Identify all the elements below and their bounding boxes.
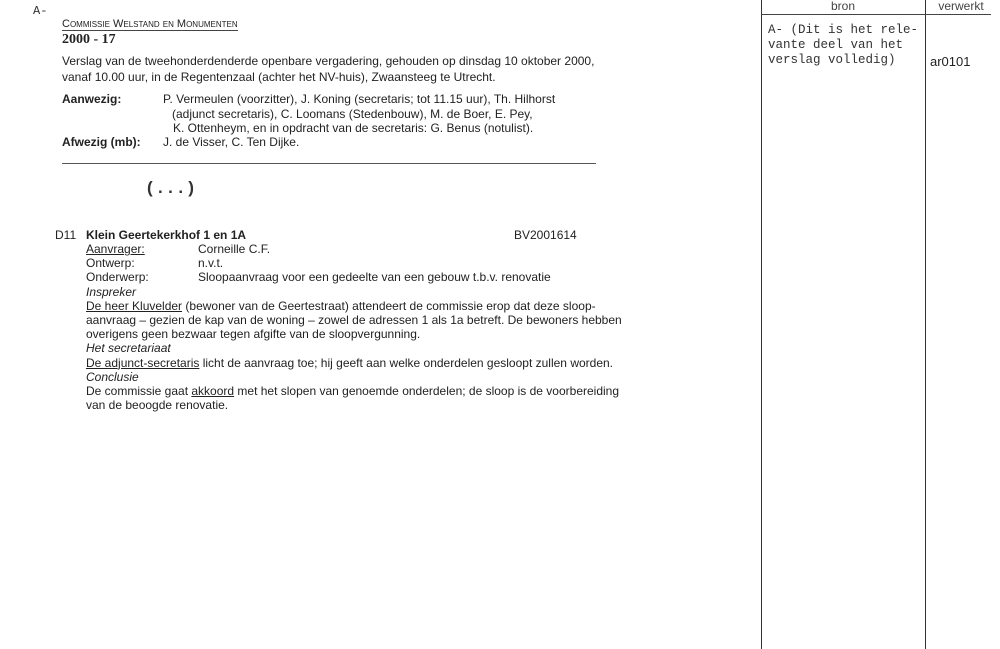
org-name: Commissie Welstand en Monumenten xyxy=(62,18,238,30)
text: overigens geen bezwaar tegen afgifte van de sloopvergunning. xyxy=(86,327,421,342)
design: n.v.t. xyxy=(198,256,224,271)
text: licht de aanvraag toe; hij geeft aan welke onderdelen gesloopt zullen worden. xyxy=(199,355,614,370)
source-note xyxy=(768,23,918,68)
text: van de beoogde renovatie. xyxy=(86,398,229,413)
applicant: Corneille C.F. xyxy=(198,242,271,256)
item-ref: BV2001614 xyxy=(514,228,577,242)
subject: Sloopaanvraag voor een gedeelte van een gebouw t.b.v. renovatie xyxy=(198,270,551,285)
present-label: Aanwezig: xyxy=(62,92,122,106)
section-heading: Het secretariaat xyxy=(86,341,171,356)
intro-line: Verslag van de tweehonderdenderde openbare vergadering, gehouden op dinsdag 10 oktober 2000, xyxy=(62,54,595,68)
speaker: De heer Kluvelder xyxy=(86,298,183,313)
section-heading: Inspreker xyxy=(86,284,137,299)
absent-label: Afwezig (mb): xyxy=(62,135,141,149)
section-heading: Conclusie xyxy=(86,369,139,384)
col-verwerkt: verwerkt xyxy=(938,0,984,13)
margin-mark: A- xyxy=(33,4,48,18)
item-code: D11 xyxy=(55,228,77,242)
source-line: A- (Dit is het rele- xyxy=(768,23,919,37)
item-title: Klein Geertekerkhof 1 en 1A xyxy=(86,228,247,242)
text: De commissie gaat xyxy=(86,384,192,399)
intro-line: vanaf 10.00 uur, in de Regentenzaal (achter het NV-huis), Zwaansteeg te Utrecht. xyxy=(62,70,496,84)
processed-code: ar0101 xyxy=(930,54,971,69)
ellipsis: (...) xyxy=(145,180,197,199)
divider xyxy=(62,163,596,164)
speaker: De adjunct-secretaris xyxy=(86,355,200,370)
present-line: P. Vermeulen (voorzitter), J. Koning (secretaris; tot 11.15 uur), Th. Hilhorst xyxy=(163,92,556,106)
decision: akkoord xyxy=(191,384,235,399)
text: (bewoner van de Geertestraat) attendeert de commissie erop dat deze sloop- xyxy=(182,298,596,313)
report-number: 2000 - 17 xyxy=(62,32,116,47)
present-line: (adjunct secretaris), C. Loomans (Stedenbouw), M. de Boer, E. Pey, xyxy=(172,106,533,121)
source-line: vante deel van het xyxy=(768,38,904,52)
present-list xyxy=(160,92,555,136)
intro xyxy=(62,53,594,85)
column-divider xyxy=(925,0,926,649)
col-bron: bron xyxy=(830,0,856,13)
subject-label: Onderwerp: xyxy=(86,270,149,285)
header-rule xyxy=(761,14,991,15)
applicant-label: Aanvrager: xyxy=(86,242,145,256)
present-line: K. Ottenheym, en in opdracht van de secretaris: G. Benus (notulist). xyxy=(173,121,534,135)
source-line: verslag volledig) xyxy=(768,53,896,67)
design-label: Ontwerp: xyxy=(86,256,135,271)
column-divider xyxy=(761,0,762,649)
text: aanvraag – gezien de kap van de woning – zowel de adressen 1 als 1a betreft. De bewoners hebben xyxy=(86,313,622,328)
absent-list: J. de Visser, C. Ten Dijke. xyxy=(163,135,300,149)
text: met het slopen van genoemde onderdelen; de sloop is de voorbereiding xyxy=(234,384,620,399)
item-body xyxy=(86,242,622,412)
